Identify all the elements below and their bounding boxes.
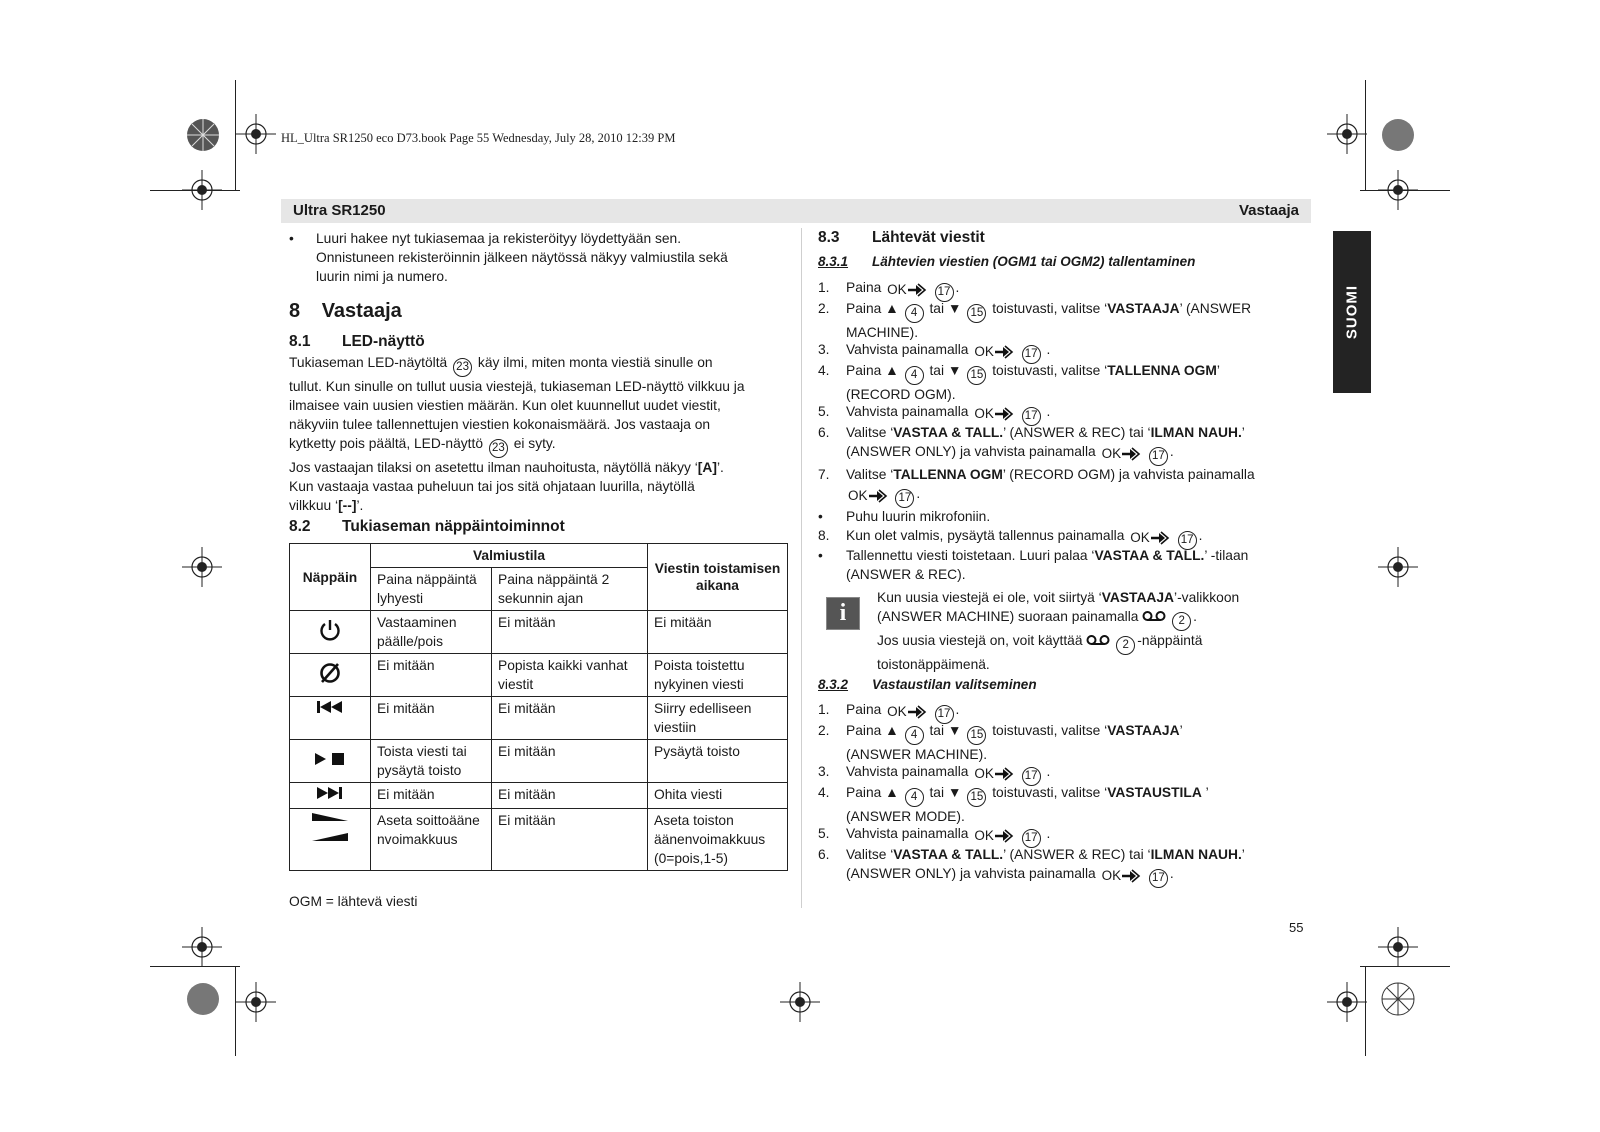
arrow-key-icon bbox=[994, 406, 1014, 422]
section-title: Vastaustilan valitseminen bbox=[872, 677, 1037, 692]
table-header-standby: Valmiustila bbox=[371, 544, 648, 568]
table-header-playback: Viestin toistamisen aikana bbox=[648, 544, 788, 611]
ok-key-label: OK bbox=[974, 406, 994, 421]
crosshair-icon bbox=[1327, 982, 1367, 1022]
step-number: 7. bbox=[818, 467, 830, 482]
text-run: Valitse ‘ bbox=[846, 425, 894, 440]
table-row bbox=[290, 611, 788, 654]
text-line: Luuri hakee nyt tukiasemaa ja rekisteröityy löydettyään sen. bbox=[316, 231, 682, 246]
section-title: Lähtevien viestien (OGM1 tai OGM2) tallentaminen bbox=[872, 254, 1196, 269]
ref-number-icon: 17 bbox=[935, 283, 954, 302]
delete-icon bbox=[290, 654, 371, 697]
table-row bbox=[290, 697, 788, 740]
text-run: toistuvasti, valitse ‘ bbox=[992, 785, 1108, 800]
text-run: TALLENNA OGM bbox=[1107, 363, 1217, 378]
text-run: Paina ▲ bbox=[846, 785, 899, 800]
ref-number-icon: 4 bbox=[905, 304, 924, 323]
ok-key-icon bbox=[848, 486, 888, 505]
text-run: ’ bbox=[1241, 425, 1245, 440]
text-run: . bbox=[1046, 764, 1051, 779]
key-functions-table bbox=[289, 543, 788, 871]
text-run: (RECORD OGM). bbox=[846, 387, 956, 402]
ok-key-icon bbox=[974, 764, 1014, 783]
text-run: ’ (ANSWER & REC) tai ‘ bbox=[1003, 847, 1151, 862]
column-divider bbox=[801, 228, 802, 908]
ref-number-icon: 15 bbox=[967, 788, 986, 807]
ref-number-icon: 17 bbox=[1149, 869, 1168, 888]
ok-key-icon bbox=[974, 404, 1014, 423]
ok-key-label: OK bbox=[1130, 530, 1150, 545]
text-run: [--] bbox=[338, 498, 357, 513]
text-run: Paina ▲ bbox=[846, 301, 899, 316]
table-header-long-press: Paina näppäintä 2 sekunnin ajan bbox=[492, 568, 648, 611]
section-8-1-heading bbox=[289, 333, 425, 351]
text-run: tai ▼ bbox=[929, 301, 962, 316]
header-product: Ultra SR1250 bbox=[293, 202, 386, 219]
crosshair-icon bbox=[182, 547, 222, 587]
table-cell: Ohita viesti bbox=[648, 783, 788, 809]
text-run: . bbox=[1046, 342, 1051, 357]
table-cell: Toista viesti tai pysäytä toisto bbox=[371, 740, 492, 783]
text-run: ’ bbox=[1201, 785, 1209, 800]
text-run: . bbox=[955, 702, 960, 717]
text-run: VASTAA & TALL. bbox=[893, 425, 1004, 440]
text-run: Kun olet valmis, pysäytä tallennus painamalla bbox=[846, 528, 1125, 543]
text-run: . bbox=[1046, 826, 1051, 841]
bullet-marker: • bbox=[818, 509, 823, 524]
text-run: tai ▼ bbox=[929, 723, 962, 738]
power-icon bbox=[290, 611, 371, 654]
text-run: VASTAA & TALL. bbox=[893, 847, 1004, 862]
ref-number-icon: 17 bbox=[1022, 407, 1041, 426]
text-run: ’ (ANSWER & REC) tai ‘ bbox=[1003, 425, 1151, 440]
text-run: Vahvista painamalla bbox=[846, 764, 969, 779]
step-number: 1. bbox=[818, 280, 830, 295]
ref-number-icon: 15 bbox=[967, 366, 986, 385]
text-run: ei syty. bbox=[513, 436, 556, 451]
section-8-3-1-heading bbox=[818, 254, 1196, 269]
table-row bbox=[290, 783, 788, 809]
arrow-key-icon bbox=[907, 282, 927, 298]
table-row bbox=[290, 809, 788, 871]
text-run: Kun uusia viestejä ei ole, voit siirtyä ‘ bbox=[877, 590, 1102, 605]
table-cell: Ei mitään bbox=[492, 697, 648, 740]
arrow-key-icon bbox=[868, 488, 888, 504]
ref-number-icon: 17 bbox=[935, 705, 954, 724]
ref-number-icon: 17 bbox=[1022, 829, 1041, 848]
text-run: -näppäintä bbox=[1137, 633, 1203, 648]
step-number: 6. bbox=[818, 425, 830, 440]
header-chapter: Vastaaja bbox=[1238, 202, 1299, 219]
text-run: Vahvista painamalla bbox=[846, 826, 969, 841]
table-cell: Ei mitään bbox=[371, 697, 492, 740]
text-run: VASTAAJA bbox=[1107, 723, 1180, 738]
ref-number-icon: 23 bbox=[489, 439, 508, 458]
section-title: LED-näyttö bbox=[342, 333, 425, 350]
ref-number-icon: 23 bbox=[453, 358, 472, 377]
ref-number-icon: 17 bbox=[1022, 767, 1041, 786]
text-run: ’. bbox=[716, 460, 724, 475]
section-title: Lähtevät viestit bbox=[872, 229, 985, 246]
text-run: Vahvista painamalla bbox=[846, 342, 969, 357]
text-run: . bbox=[1046, 404, 1051, 419]
ok-key-icon bbox=[1102, 866, 1142, 885]
text-run: Tallennettu viesti toistetaan. Luuri palaa ‘ bbox=[846, 548, 1095, 563]
table-cell: Ei mitään bbox=[371, 783, 492, 809]
section-number: 8.3.2 bbox=[818, 677, 849, 692]
text-run: Tukiaseman LED-näytöltä bbox=[289, 355, 448, 370]
table-header-key: Näppäin bbox=[290, 544, 371, 611]
led-paragraph bbox=[289, 353, 799, 515]
table-cell: Poista toistettu nykyinen viesti bbox=[648, 654, 788, 697]
section-title: Tukiaseman näppäintoiminnot bbox=[342, 518, 565, 535]
text-run: . bbox=[1169, 866, 1174, 881]
ok-key-label: OK bbox=[1101, 868, 1122, 883]
skip-forward-icon bbox=[290, 783, 371, 809]
section-title: Vastaaja bbox=[321, 300, 402, 322]
section-number: 8 bbox=[289, 300, 301, 322]
text-run: Vahvista painamalla bbox=[846, 404, 969, 419]
info-note bbox=[877, 588, 1317, 674]
text-run: VASTAAJA bbox=[1107, 301, 1180, 316]
text-run: VASTAA & TALL. bbox=[1094, 548, 1205, 563]
section-number: 8.3 bbox=[818, 229, 840, 246]
text-run: toistuvasti, valitse ‘ bbox=[992, 301, 1108, 316]
text-line: Onnistuneen rekisteröinnin jälkeen näytössä näkyy valmiustila sekä bbox=[316, 250, 728, 265]
step-number: 8. bbox=[818, 528, 830, 543]
text-run: (ANSWER MACHINE). bbox=[846, 747, 988, 762]
info-icon: i bbox=[826, 597, 860, 630]
text-run: Paina ▲ bbox=[846, 723, 899, 738]
table-row bbox=[290, 740, 788, 783]
arrow-key-icon bbox=[994, 344, 1014, 360]
text-run: . bbox=[916, 486, 921, 501]
ref-number-icon: 17 bbox=[1178, 531, 1197, 550]
step-number: 2. bbox=[818, 723, 830, 738]
text-run: Valitse ‘ bbox=[846, 847, 894, 862]
running-header bbox=[281, 199, 1311, 223]
registration-mark-icon bbox=[1381, 982, 1415, 1016]
table-cell: Ei mitään bbox=[648, 611, 788, 654]
text-line: toistonäppäimenä. bbox=[877, 657, 990, 672]
text-run: ’ (ANSWER bbox=[1179, 301, 1252, 316]
ref-number-icon: 15 bbox=[967, 304, 986, 323]
step-number: 2. bbox=[818, 301, 830, 316]
text-run: Puhu luurin mikrofoniin. bbox=[846, 509, 991, 524]
language-tab bbox=[1333, 231, 1371, 393]
text-run: . bbox=[1198, 528, 1203, 543]
ok-key-icon bbox=[974, 826, 1014, 845]
text-run: tai ▼ bbox=[929, 363, 962, 378]
print-info-line: HL_Ultra SR1250 eco D73.book Page 55 Wednesday, July 28, 2010 12:39 PM bbox=[281, 131, 676, 145]
text-run: ’ -tilaan bbox=[1204, 548, 1249, 563]
text-run: Jos vastaajan tilaksi on asetettu ilman nauhoitusta, näytöllä näkyy ‘ bbox=[289, 460, 698, 475]
ok-key-label: OK bbox=[974, 828, 994, 843]
text-run: ’. bbox=[356, 498, 364, 513]
ok-key-label: OK bbox=[974, 766, 994, 781]
ref-number-icon: 4 bbox=[905, 788, 924, 807]
step-number: 4. bbox=[818, 363, 830, 378]
crosshair-icon bbox=[1378, 547, 1418, 587]
table-cell: Ei mitään bbox=[492, 783, 648, 809]
ok-key-icon bbox=[887, 280, 927, 299]
ref-number-icon: 17 bbox=[1022, 345, 1041, 364]
table-header-short-press: Paina näppäintä lyhyesti bbox=[371, 568, 492, 611]
text-run: . bbox=[1169, 444, 1174, 459]
registration-mark-icon bbox=[186, 982, 220, 1016]
play-stop-icon bbox=[290, 740, 371, 783]
ref-number-icon: 15 bbox=[967, 726, 986, 745]
ref-number-icon: 17 bbox=[895, 489, 914, 508]
text-run: VASTAUSTILA bbox=[1107, 785, 1202, 800]
table-cell: Vastaaminen päälle/pois bbox=[371, 611, 492, 654]
text-run: ’-valikkoon bbox=[1174, 590, 1240, 605]
section-8-2-heading bbox=[289, 518, 565, 536]
step-number: 4. bbox=[818, 785, 830, 800]
ok-key-label: OK bbox=[848, 488, 868, 503]
table-cell: Ei mitään bbox=[492, 809, 648, 871]
registration-mark-icon bbox=[186, 118, 220, 152]
ok-key-label: OK bbox=[1101, 446, 1122, 461]
table-cell: Popista kaikki vanhat viestit bbox=[492, 654, 648, 697]
ref-number-icon: 17 bbox=[1149, 447, 1168, 466]
text-run: Paina ▲ bbox=[846, 363, 899, 378]
crosshair-icon bbox=[236, 982, 276, 1022]
skip-back-icon bbox=[290, 697, 371, 740]
bullet-marker: • bbox=[289, 231, 294, 246]
text-run: . bbox=[955, 280, 960, 295]
text-line: näkyviin tulee tallennettujen viestien kokonaismäärä. Jos vastaaja on bbox=[289, 417, 711, 432]
step-number: 3. bbox=[818, 764, 830, 779]
section-number: 8.1 bbox=[289, 333, 311, 350]
text-run: Valitse ‘ bbox=[846, 467, 894, 482]
table-cell: Aseta soittoäänenvoimakkuus bbox=[371, 809, 492, 871]
table-cell: Aseta toiston äänenvoimakkuus (0=pois,1-5) bbox=[648, 809, 788, 871]
ok-key-icon bbox=[974, 342, 1014, 361]
text-run: MACHINE). bbox=[846, 325, 919, 340]
arrow-key-icon bbox=[1121, 446, 1141, 462]
text-run: käy ilmi, miten monta viestiä sinulle on bbox=[477, 355, 713, 370]
section-number: 8.2 bbox=[289, 518, 311, 535]
arrow-key-icon bbox=[907, 704, 927, 720]
step-number: 5. bbox=[818, 404, 830, 419]
ok-key-icon bbox=[1102, 444, 1142, 463]
volume-icon bbox=[290, 809, 371, 871]
table-cell: Ei mitään bbox=[492, 611, 648, 654]
ref-number-icon: 2 bbox=[1116, 636, 1135, 655]
crosshair-icon bbox=[236, 114, 276, 154]
text-run: ’ bbox=[1179, 723, 1183, 738]
section-8-3-heading bbox=[818, 229, 985, 247]
ref-number-icon: 4 bbox=[905, 726, 924, 745]
text-run: Paina bbox=[846, 702, 882, 717]
text-run: ILMAN NAUH. bbox=[1150, 847, 1242, 862]
text-run: Jos uusia viestejä on, voit käyttää bbox=[877, 633, 1083, 648]
section-number: 8.3.1 bbox=[818, 254, 849, 269]
text-line: ilmaisee vain uusien viestien määrän. Kun olet kuunnellut uudet viestit, bbox=[289, 398, 721, 413]
text-run: (ANSWER & REC). bbox=[846, 567, 966, 582]
text-run: Paina bbox=[846, 280, 882, 295]
arrow-key-icon bbox=[1121, 868, 1141, 884]
ok-key-label: OK bbox=[887, 282, 907, 297]
table-cell: Ei mitään bbox=[371, 654, 492, 697]
text-run: kytketty pois päältä, LED-näyttö bbox=[289, 436, 484, 451]
arrow-key-icon bbox=[994, 766, 1014, 782]
arrow-key-icon bbox=[994, 828, 1014, 844]
bullet-marker: • bbox=[818, 548, 823, 563]
intro-bullet bbox=[289, 229, 789, 286]
crosshair-icon bbox=[182, 927, 222, 967]
text-line: luurin nimi ja numero. bbox=[316, 269, 448, 284]
ok-key-label: OK bbox=[887, 704, 907, 719]
text-run: ILMAN NAUH. bbox=[1150, 425, 1242, 440]
ref-number-icon: 4 bbox=[905, 366, 924, 385]
text-run: ’ bbox=[1216, 363, 1220, 378]
ok-key-icon bbox=[887, 702, 927, 721]
section-8-3-2-heading bbox=[818, 677, 1037, 692]
text-run: toistuvasti, valitse ‘ bbox=[992, 363, 1108, 378]
step-number: 6. bbox=[818, 847, 830, 862]
text-run: (ANSWER ONLY) ja vahvista painamalla bbox=[846, 444, 1096, 459]
text-run: (ANSWER MODE). bbox=[846, 809, 965, 824]
text-run: [A] bbox=[697, 460, 717, 475]
text-run: (ANSWER ONLY) ja vahvista painamalla bbox=[846, 866, 1096, 881]
text-run: vilkkuu ‘ bbox=[289, 498, 339, 513]
ref-number-icon: 2 bbox=[1172, 612, 1191, 631]
text-run: tai ▼ bbox=[929, 785, 962, 800]
crosshair-icon bbox=[1378, 927, 1418, 967]
table-cell: Pysäytä toisto bbox=[648, 740, 788, 783]
text-run: VASTAAJA bbox=[1101, 590, 1175, 605]
arrow-key-icon bbox=[1150, 530, 1170, 546]
section-8-heading bbox=[289, 300, 402, 323]
step-number: 3. bbox=[818, 342, 830, 357]
ok-key-icon bbox=[1130, 528, 1170, 547]
table-row bbox=[290, 654, 788, 697]
text-line: Kun vastaaja vastaa puheluun tai jos sitä ohjataan luurilla, näytöllä bbox=[289, 479, 695, 494]
ok-key-label: OK bbox=[974, 344, 994, 359]
table-cell: Siirry edelliseen viestiin bbox=[648, 697, 788, 740]
crosshair-icon bbox=[1327, 114, 1367, 154]
crosshair-icon bbox=[780, 982, 820, 1022]
text-run: ’ bbox=[1241, 847, 1245, 862]
text-line: tullut. Kun sinulle on tullut uusia viestejä, tukiaseman LED-näyttö vilkkuu ja bbox=[289, 379, 745, 394]
text-run: TALLENNA OGM bbox=[893, 467, 1003, 482]
text-run: ’ (RECORD OGM) ja vahvista painamalla bbox=[1002, 467, 1255, 482]
voicemail-key-icon bbox=[1086, 634, 1110, 646]
text-run: toistuvasti, valitse ‘ bbox=[992, 723, 1108, 738]
text-run: . bbox=[1193, 609, 1197, 624]
page-number: 55 bbox=[1289, 920, 1304, 935]
registration-mark-icon bbox=[1381, 118, 1415, 152]
language-tab-label: SUOMI bbox=[1343, 284, 1361, 340]
text-run: (ANSWER MACHINE) suoraan painamalla bbox=[877, 609, 1139, 624]
table-cell: Ei mitään bbox=[492, 740, 648, 783]
table-footnote: OGM = lähtevä viesti bbox=[289, 894, 418, 909]
step-number: 1. bbox=[818, 702, 830, 717]
step-number: 5. bbox=[818, 826, 830, 841]
voicemail-key-icon bbox=[1142, 610, 1166, 622]
